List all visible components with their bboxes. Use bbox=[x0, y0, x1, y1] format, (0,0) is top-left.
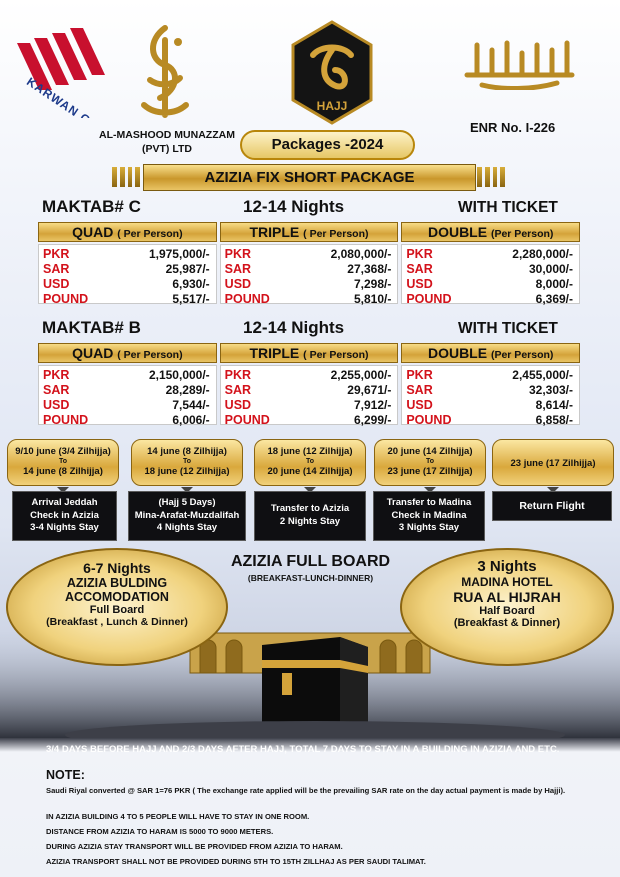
quad-header: QUAD ( Per Person) bbox=[38, 222, 217, 242]
maktab-c-ticket: WITH TICKET bbox=[458, 199, 558, 216]
calligraphy-emblem-icon bbox=[130, 20, 200, 125]
maktab-c-price-row bbox=[38, 244, 580, 304]
stay-summary: 3/4 DAYS BEFORE HAJJ AND 2/3 DAYS AFTER HAJJ, TOTAL 7 DAYS TO STAY IN A BUILDING IN AZIZIA AND ETC. bbox=[46, 744, 560, 755]
gold-stripes-left bbox=[112, 167, 140, 187]
timeline-desc-4: Transfer to Madina Check in Madina 3 Nights Stay bbox=[373, 491, 485, 541]
hajj-emblem bbox=[291, 20, 373, 125]
maktab-b-nights: 12-14 Nights bbox=[243, 318, 345, 337]
al-mashood-logo bbox=[130, 20, 200, 125]
labbaik-calligraphy bbox=[462, 35, 577, 90]
timeline-date-4: 20 june (14 Zilhijja) To 23 june (17 Zilhijja) bbox=[374, 439, 486, 486]
gold-stripes-right bbox=[477, 167, 505, 187]
double-header: DOUBLE (Per Person) bbox=[401, 222, 580, 242]
notes-title: NOTE: bbox=[46, 768, 85, 782]
triple-prices: PKR 2,080,000/- SAR 27,368/- USD 7,298/- POUND 5,810/- bbox=[220, 244, 399, 304]
maktab-c-header-row bbox=[38, 222, 580, 242]
triple-header: TRIPLE ( Per Person) bbox=[220, 222, 399, 242]
timeline-date-2: 14 june (8 Zilhijja) To 18 june (12 Zilhijja) bbox=[131, 439, 243, 486]
double-header: DOUBLE (Per Person) bbox=[401, 343, 580, 363]
karwan-group-logo bbox=[12, 28, 122, 118]
maktab-b-title: MAKTAB# B bbox=[42, 318, 141, 337]
double-prices: PKR 2,455,000/- SAR 32,303/- USD 8,614/- POUND 6,858/- bbox=[401, 365, 580, 425]
timeline-desc-3: Transfer to Azizia 2 Nights Stay bbox=[254, 491, 366, 541]
karwan-stripes-icon bbox=[12, 28, 122, 118]
brand-name-line2: (PVT) LTD bbox=[142, 143, 192, 155]
note-item: DISTANCE FROM AZIZIA TO HARAM IS 5000 TO 9000 METERS. bbox=[46, 827, 274, 836]
triple-prices: PKR 2,255,000/- SAR 29,671/- USD 7,912/- POUND 6,299/- bbox=[220, 365, 399, 425]
packages-year-badge: Packages -2024 bbox=[240, 130, 415, 160]
quad-prices: PKR 2,150,000/- SAR 28,289/- USD 7,544/- POUND 6,006/- bbox=[38, 365, 217, 425]
azizia-oval: 6-7 Nights AZIZIA BULDING ACCOMODATION Full Board (Breakfast , Lunch & Dinner) bbox=[6, 548, 228, 666]
note-item: Saudi Riyal converted @ SAR 1=76 PKR ( The exchange rate applied will be the prevailing SAR rate on the day actual payment is made by Hajji). bbox=[46, 786, 566, 795]
note-item: IN AZIZIA BUILDING 4 TO 5 PEOPLE WILL HAVE TO STAY IN ONE ROOM. bbox=[46, 812, 310, 821]
maktab-b-price-row bbox=[38, 365, 580, 425]
note-item: DURING AZIZIA STAY TRANSPORT WILL BE PROVIDED FROM AZIZIA TO HARAM. bbox=[46, 842, 343, 851]
karwan-logo-text: KARWAN GROUP bbox=[24, 74, 122, 118]
double-prices: PKR 2,280,000/- SAR 30,000/- USD 8,000/- POUND 6,369/- bbox=[401, 244, 580, 304]
quad-prices: PKR 1,975,000/- SAR 25,987/- USD 6,930/- POUND 5,517/- bbox=[38, 244, 217, 304]
timeline-date-5: 23 june (17 Zilhijja) bbox=[492, 439, 614, 486]
timeline-date-3: 18 june (12 Zilhijja) To 20 june (14 Zilhijja) bbox=[254, 439, 366, 486]
brand-name-line1: AL-MASHOOD MUNAZZAM bbox=[99, 129, 235, 141]
full-board-title: AZIZIA FULL BOARD bbox=[230, 553, 391, 570]
maktab-b-ticket: WITH TICKET bbox=[458, 320, 558, 337]
full-board-subtitle: (BREAKFAST-LUNCH-DINNER) bbox=[247, 573, 374, 583]
timeline-desc-1: Arrival Jeddah Check in Azizia 3-4 Nights Stay bbox=[12, 491, 117, 541]
maktab-b-header-row bbox=[38, 343, 580, 363]
package-banner: AZIZIA FIX SHORT PACKAGE bbox=[143, 164, 476, 191]
maktab-c-nights: 12-14 Nights bbox=[243, 197, 345, 216]
enr-number: ENR No. I-226 bbox=[470, 120, 556, 135]
note-item: AZIZIA TRANSPORT SHALL NOT BE PROVIDED DURING 5TH TO 15TH ZILLHAJ AS PER SAUDI TALIMAT. bbox=[46, 857, 426, 866]
brand-name bbox=[92, 128, 242, 156]
hajj-label: HAJJ bbox=[316, 99, 348, 113]
madina-oval: 3 Nights MADINA HOTEL RUA AL HIJRAH Half Board (Breakfast & Dinner) bbox=[400, 548, 614, 666]
timeline-desc-5: Return Flight bbox=[492, 491, 612, 521]
timeline-date-1: 9/10 june (3/4 Zilhijja) To 14 june (8 Zilhijja) bbox=[7, 439, 119, 486]
quad-header: QUAD ( Per Person) bbox=[38, 343, 217, 363]
labbaik-icon bbox=[462, 35, 577, 90]
timeline-desc-2: (Hajj 5 Days) Mina-Arafat-Muzdalifah 4 Nights Stay bbox=[128, 491, 246, 541]
triple-header: TRIPLE ( Per Person) bbox=[220, 343, 399, 363]
maktab-c-title: MAKTAB# C bbox=[42, 197, 141, 216]
